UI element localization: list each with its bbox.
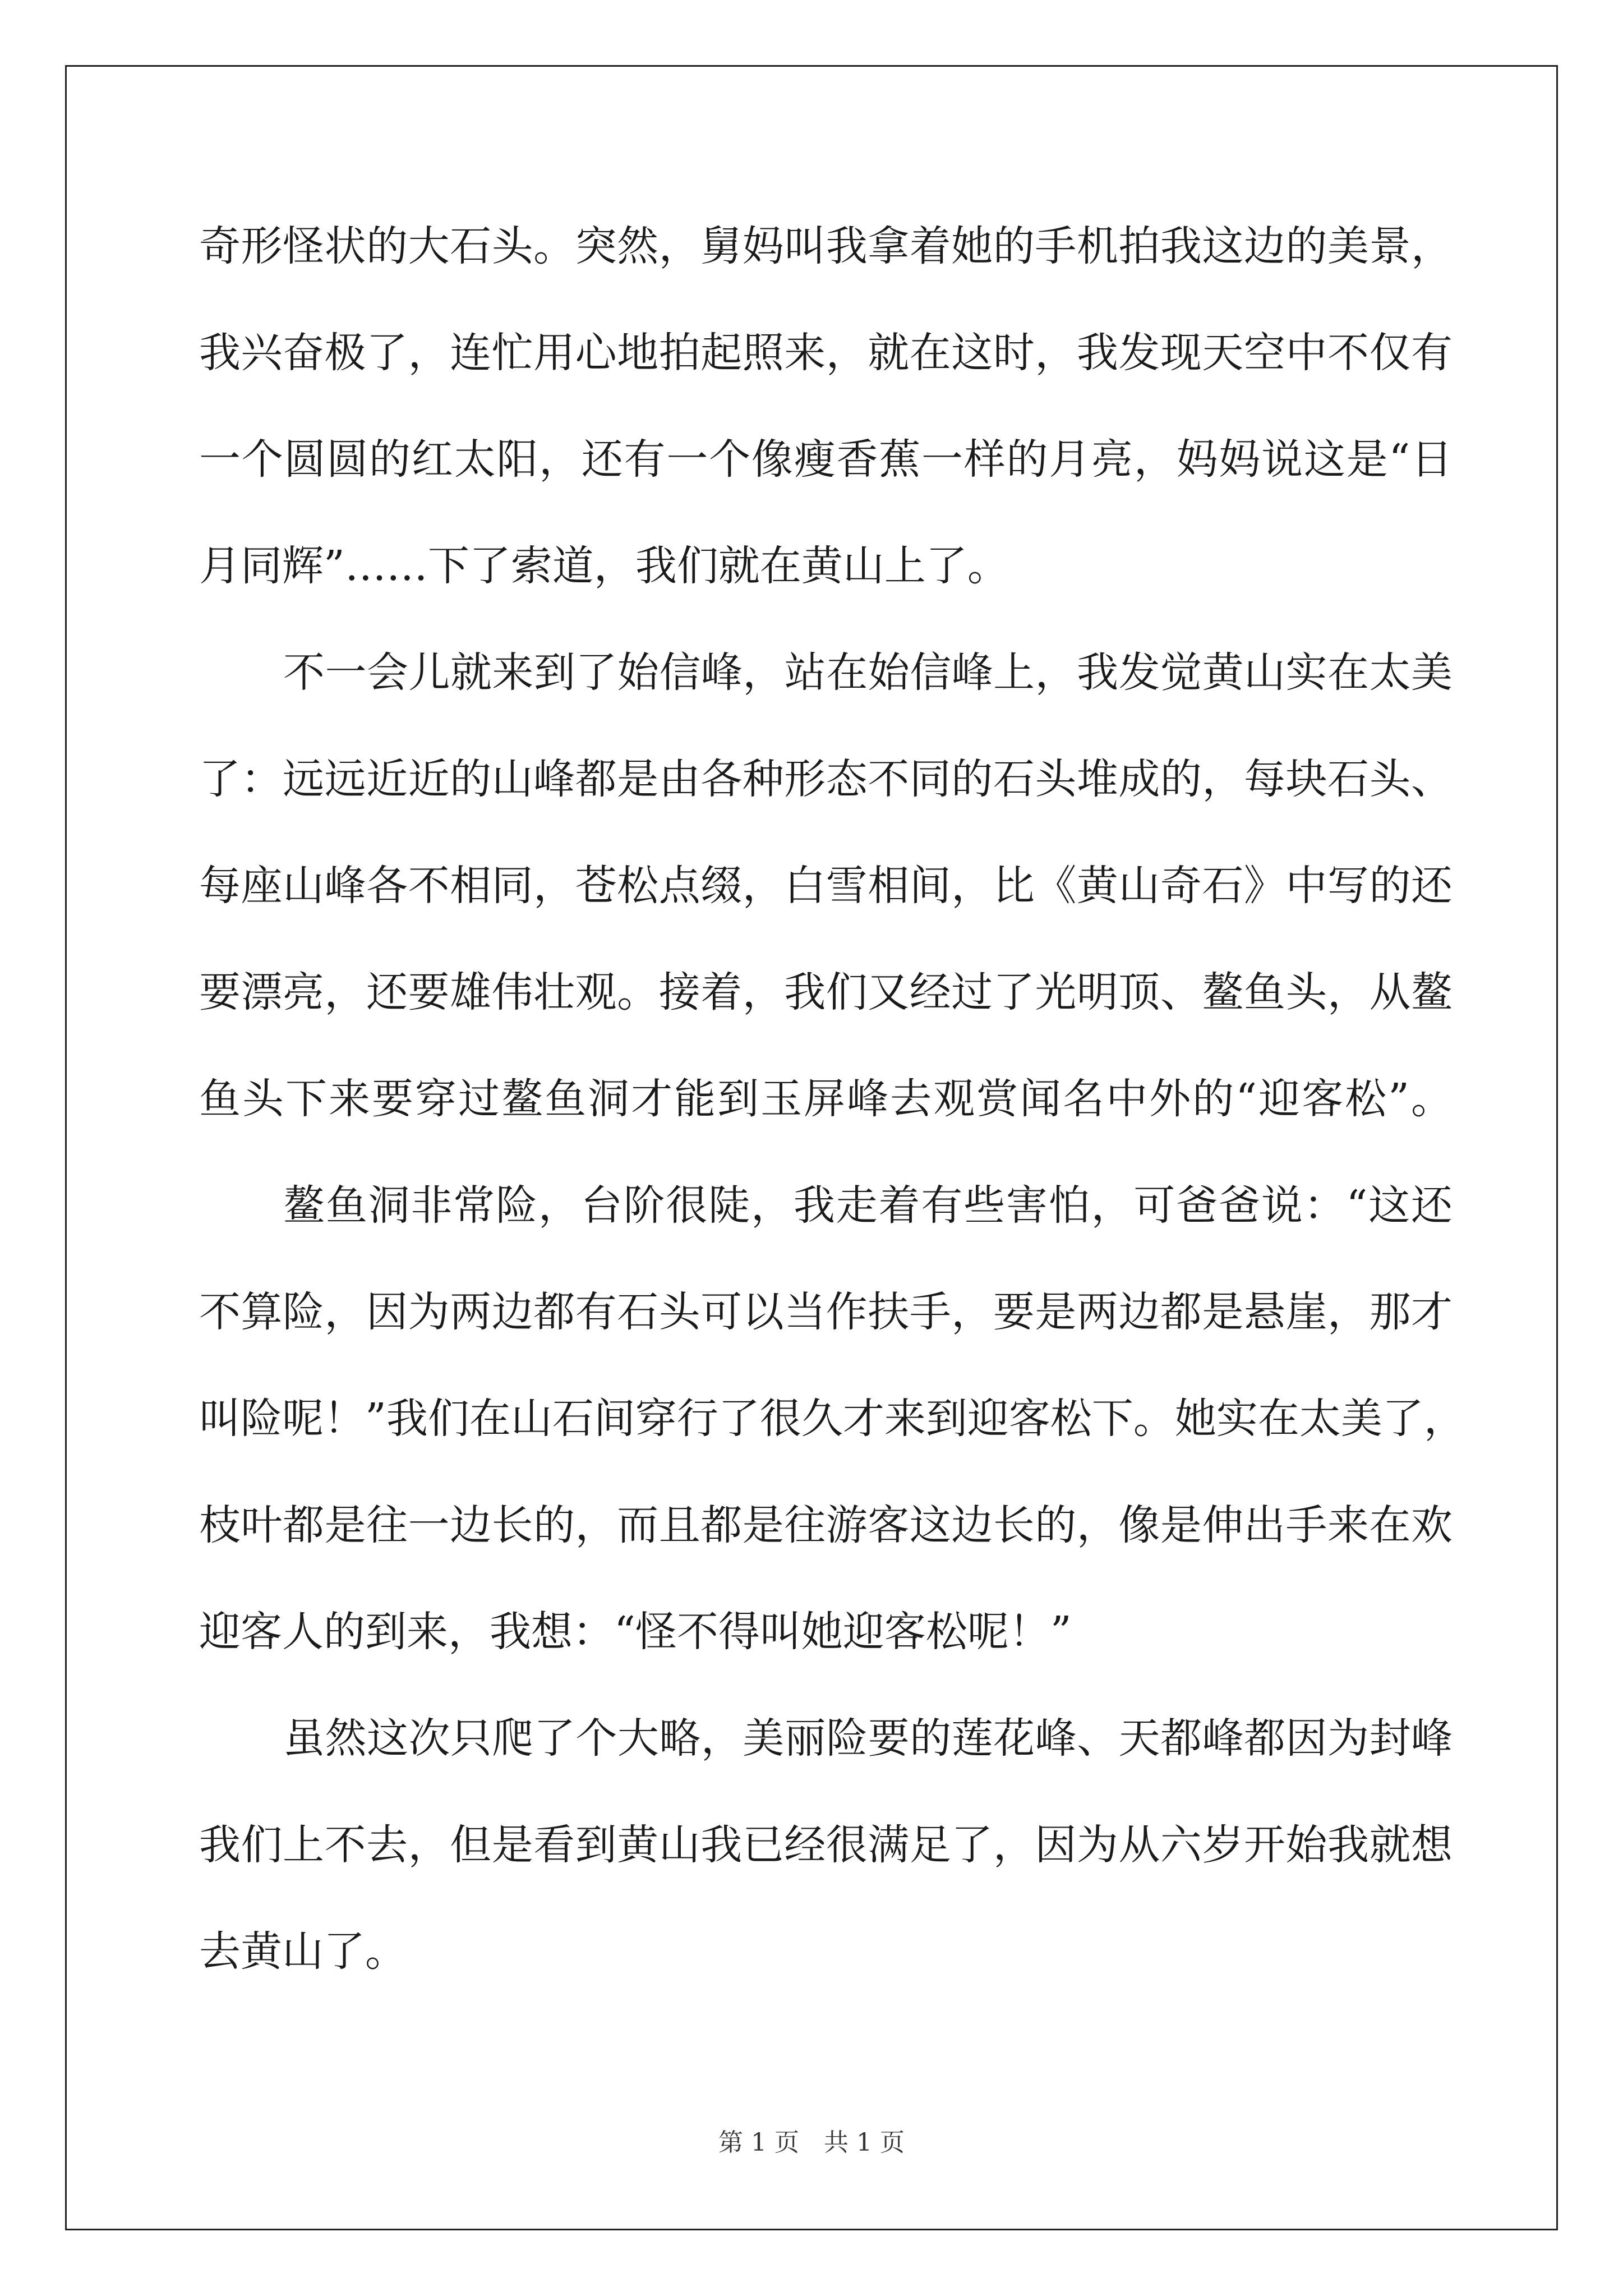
text-line: 奇形怪状的大石头。突然，舅妈叫我拿着她的手机拍我这边的美景， — [199, 222, 1453, 270]
text-line: 一个圆圆的红太阳，还有一个像瘦香蕉一样的月亮，妈妈说这是“日 — [199, 435, 1453, 484]
text-line: 我们上不去，但是看到黄山我已经很满足了，因为从六岁开始我就想 — [199, 1821, 1453, 1869]
text-line: 不算险，因为两边都有石头可以当作扶手，要是两边都是悬崖，那才 — [199, 1288, 1453, 1336]
text-line: 叫险呢！”我们在山石间穿行了很久才来到迎客松下。她实在太美了， — [199, 1395, 1465, 1443]
text-line: 迎客人的到来，我想：“怪不得叫她迎客松呢！” — [199, 1608, 1072, 1656]
text-line: 我兴奋极了，连忙用心地拍起照来，就在这时，我发现天空中不仅有 — [199, 329, 1453, 377]
paragraph-start-line: 不一会儿就来到了始信峰，站在始信峰上，我发觉黄山实在太美 — [283, 648, 1453, 697]
document-body — [199, 193, 1465, 2005]
text-line: 要漂亮，还要雄伟壮观。接着，我们又经过了光明顶、鳌鱼头，从鳌 — [199, 968, 1453, 1016]
text-line: 枝叶都是往一边长的，而且都是往游客这边长的，像是伸出手来在欢 — [199, 1501, 1453, 1549]
paragraph-start-line: 鳌鱼洞非常险，台阶很陡，我走着有些害怕，可爸爸说：“这还 — [283, 1181, 1453, 1230]
paragraph-start-line: 虽然这次只爬了个大略，美丽险要的莲花峰、天都峰都因为封峰 — [283, 1714, 1453, 1763]
text-line: 鱼头下来要穿过鳌鱼洞才能到玉屏峰去观赏闻名中外的“迎客松”。 — [199, 1075, 1453, 1123]
text-line: 月同辉”……下了索道，我们就在黄山上了。 — [199, 542, 1009, 590]
text-line: 了：远远近近的山峰都是由各种形态不同的石头堆成的，每块石头、 — [199, 755, 1453, 803]
text-line: 去黄山了。 — [199, 1927, 407, 1976]
page-number-footer: 第 1 页 共 1 页 — [718, 2128, 905, 2157]
text-line: 每座山峰各不相同，苍松点缀，白雪相间，比《黄山奇石》中写的还 — [199, 862, 1453, 910]
